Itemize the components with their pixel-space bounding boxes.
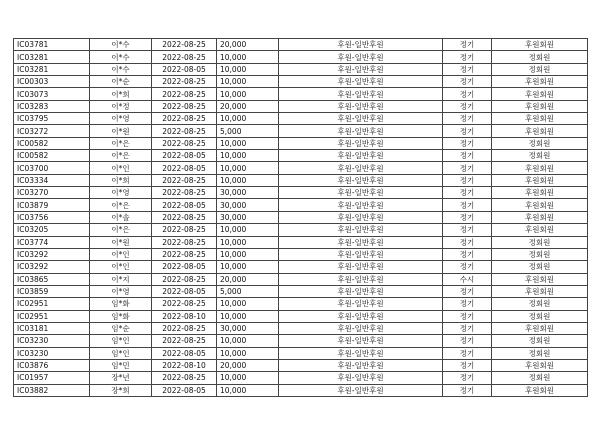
amount-cell: 10,000 [217, 88, 279, 100]
payment-type-cell: 정기 [443, 335, 492, 347]
table-row [14, 285, 588, 297]
donation-date-cell: 2022-08-05 [152, 347, 217, 359]
payment-type-cell: 정기 [443, 113, 492, 125]
donor-id-cell: IC02951 [14, 298, 90, 310]
donor-id-cell: IC03281 [14, 51, 90, 63]
table-row [14, 273, 588, 285]
category-cell: 후원-일반후원 [279, 125, 443, 137]
member-type-cell: 후원회원 [492, 211, 588, 223]
table-row [14, 174, 588, 186]
donation-date-cell: 2022-08-25 [152, 273, 217, 285]
payment-type-cell: 정기 [443, 137, 492, 149]
category-cell: 후원-일반후원 [279, 150, 443, 162]
amount-cell: 10,000 [217, 113, 279, 125]
payment-type-cell: 정기 [443, 285, 492, 297]
donor-id-cell: IC03774 [14, 236, 90, 248]
table-row [14, 76, 588, 88]
table-row [14, 372, 588, 384]
payment-type-cell: 수시 [443, 273, 492, 285]
category-cell: 후원-일반후원 [279, 261, 443, 273]
amount-cell: 10,000 [217, 51, 279, 63]
donor-name-cell: 이*솔 [90, 211, 152, 223]
payment-type-cell: 정기 [443, 162, 492, 174]
member-type-cell: 후원회원 [492, 162, 588, 174]
donor-id-cell: IC03334 [14, 174, 90, 186]
donor-name-cell: 이*영 [90, 113, 152, 125]
amount-cell: 10,000 [217, 372, 279, 384]
donor-name-cell: 임*인 [90, 335, 152, 347]
donor-name-cell: 이*순 [90, 76, 152, 88]
table-row [14, 236, 588, 248]
donor-name-cell: 이*원 [90, 236, 152, 248]
donation-date-cell: 2022-08-25 [152, 224, 217, 236]
donation-date-cell: 2022-08-05 [152, 63, 217, 75]
member-type-cell: 후원회원 [492, 224, 588, 236]
donation-date-cell: 2022-08-10 [152, 359, 217, 371]
member-type-cell: 후원회원 [492, 113, 588, 125]
payment-type-cell: 정기 [443, 384, 492, 396]
amount-cell: 30,000 [217, 187, 279, 199]
donor-id-cell: IC03205 [14, 224, 90, 236]
category-cell: 후원-일반후원 [279, 51, 443, 63]
donor-name-cell: 이*지 [90, 273, 152, 285]
donation-date-cell: 2022-08-25 [152, 236, 217, 248]
donation-date-cell: 2022-08-25 [152, 100, 217, 112]
amount-cell: 20,000 [217, 39, 279, 51]
category-cell: 후원-일반후원 [279, 174, 443, 186]
table-row [14, 137, 588, 149]
donation-date-cell: 2022-08-25 [152, 174, 217, 186]
payment-type-cell: 정기 [443, 88, 492, 100]
donor-name-cell: 임*순 [90, 322, 152, 334]
amount-cell: 30,000 [217, 322, 279, 334]
category-cell: 후원-일반후원 [279, 162, 443, 174]
donor-name-cell: 이*수 [90, 63, 152, 75]
member-type-cell: 정회원 [492, 261, 588, 273]
category-cell: 후원-일반후원 [279, 335, 443, 347]
amount-cell: 10,000 [217, 248, 279, 260]
member-type-cell: 정회원 [492, 310, 588, 322]
donor-name-cell: 이*수 [90, 39, 152, 51]
donation-date-cell: 2022-08-25 [152, 39, 217, 51]
donor-id-cell: IC03781 [14, 39, 90, 51]
table-row [14, 63, 588, 75]
amount-cell: 10,000 [217, 310, 279, 322]
donor-name-cell: 이*은 [90, 199, 152, 211]
amount-cell: 10,000 [217, 76, 279, 88]
donation-date-cell: 2022-08-25 [152, 76, 217, 88]
amount-cell: 10,000 [217, 150, 279, 162]
donor-id-cell: IC03281 [14, 63, 90, 75]
category-cell: 후원-일반후원 [279, 248, 443, 260]
table-row [14, 347, 588, 359]
donation-date-cell: 2022-08-25 [152, 298, 217, 310]
donation-date-cell: 2022-08-05 [152, 384, 217, 396]
donation-date-cell: 2022-08-10 [152, 310, 217, 322]
payment-type-cell: 정기 [443, 322, 492, 334]
donation-date-cell: 2022-08-25 [152, 335, 217, 347]
category-cell: 후원-일반후원 [279, 322, 443, 334]
member-type-cell: 정회원 [492, 236, 588, 248]
donation-date-cell: 2022-08-05 [152, 150, 217, 162]
member-type-cell: 후원회원 [492, 100, 588, 112]
amount-cell: 10,000 [217, 162, 279, 174]
member-type-cell: 정회원 [492, 347, 588, 359]
table-row [14, 335, 588, 347]
payment-type-cell: 정기 [443, 347, 492, 359]
payment-type-cell: 정기 [443, 150, 492, 162]
category-cell: 후원-일반후원 [279, 199, 443, 211]
donor-name-cell: 임*화 [90, 298, 152, 310]
donation-date-cell: 2022-08-25 [152, 88, 217, 100]
donor-id-cell: IC03272 [14, 125, 90, 137]
donor-name-cell: 이*희 [90, 174, 152, 186]
donor-name-cell: 장*년 [90, 372, 152, 384]
table-row [14, 248, 588, 260]
payment-type-cell: 정기 [443, 359, 492, 371]
donor-id-cell: IC00582 [14, 150, 90, 162]
table-row [14, 211, 588, 223]
category-cell: 후원-일반후원 [279, 298, 443, 310]
table-row [14, 384, 588, 396]
payment-type-cell: 정기 [443, 76, 492, 88]
category-cell: 후원-일반후원 [279, 211, 443, 223]
donation-date-cell: 2022-08-25 [152, 137, 217, 149]
category-cell: 후원-일반후원 [279, 100, 443, 112]
amount-cell: 10,000 [217, 224, 279, 236]
donor-id-cell: IC03879 [14, 199, 90, 211]
donation-table [13, 38, 588, 397]
category-cell: 후원-일반후원 [279, 113, 443, 125]
donor-name-cell: 이*인 [90, 162, 152, 174]
donor-name-cell: 이*정 [90, 100, 152, 112]
payment-type-cell: 정기 [443, 261, 492, 273]
donation-date-cell: 2022-08-25 [152, 322, 217, 334]
amount-cell: 20,000 [217, 359, 279, 371]
category-cell: 후원-일반후원 [279, 63, 443, 75]
member-type-cell: 후원회원 [492, 39, 588, 51]
table-row [14, 322, 588, 334]
amount-cell: 20,000 [217, 100, 279, 112]
member-type-cell: 후원회원 [492, 273, 588, 285]
category-cell: 후원-일반후원 [279, 359, 443, 371]
category-cell: 후원-일반후원 [279, 310, 443, 322]
donor-id-cell: IC03859 [14, 285, 90, 297]
donor-name-cell: 이*희 [90, 88, 152, 100]
category-cell: 후원-일반후원 [279, 347, 443, 359]
table-row [14, 261, 588, 273]
donor-id-cell: IC01957 [14, 372, 90, 384]
category-cell: 후원-일반후원 [279, 88, 443, 100]
donation-table-body [14, 39, 588, 397]
table-row [14, 150, 588, 162]
amount-cell: 10,000 [217, 63, 279, 75]
donation-date-cell: 2022-08-25 [152, 372, 217, 384]
table-row [14, 298, 588, 310]
member-type-cell: 정회원 [492, 335, 588, 347]
table-row [14, 113, 588, 125]
member-type-cell: 정회원 [492, 51, 588, 63]
member-type-cell: 정회원 [492, 137, 588, 149]
payment-type-cell: 정기 [443, 63, 492, 75]
donor-id-cell: IC00303 [14, 76, 90, 88]
member-type-cell: 후원회원 [492, 199, 588, 211]
table-row [14, 199, 588, 211]
donor-id-cell: IC03230 [14, 335, 90, 347]
category-cell: 후원-일반후원 [279, 372, 443, 384]
amount-cell: 20,000 [217, 273, 279, 285]
member-type-cell: 정회원 [492, 150, 588, 162]
amount-cell: 10,000 [217, 347, 279, 359]
donor-id-cell: IC03292 [14, 261, 90, 273]
donor-id-cell: IC03270 [14, 187, 90, 199]
donor-name-cell: 이*원 [90, 125, 152, 137]
member-type-cell: 후원회원 [492, 359, 588, 371]
donor-id-cell: IC03700 [14, 162, 90, 174]
payment-type-cell: 정기 [443, 372, 492, 384]
table-row [14, 100, 588, 112]
donor-name-cell: 이*영 [90, 187, 152, 199]
donor-name-cell: 이*수 [90, 51, 152, 63]
amount-cell: 5,000 [217, 125, 279, 137]
table-row [14, 187, 588, 199]
donor-id-cell: IC03073 [14, 88, 90, 100]
amount-cell: 30,000 [217, 211, 279, 223]
donor-id-cell: IC03882 [14, 384, 90, 396]
category-cell: 후원-일반후원 [279, 273, 443, 285]
donor-name-cell: 임*화 [90, 310, 152, 322]
payment-type-cell: 정기 [443, 199, 492, 211]
donor-id-cell: IC03795 [14, 113, 90, 125]
donation-date-cell: 2022-08-05 [152, 199, 217, 211]
member-type-cell: 정회원 [492, 248, 588, 260]
category-cell: 후원-일반후원 [279, 224, 443, 236]
donor-name-cell: 임*민 [90, 359, 152, 371]
member-type-cell: 후원회원 [492, 88, 588, 100]
donation-date-cell: 2022-08-25 [152, 211, 217, 223]
table-row [14, 39, 588, 51]
member-type-cell: 후원회원 [492, 322, 588, 334]
donor-id-cell: IC03865 [14, 273, 90, 285]
member-type-cell: 후원회원 [492, 125, 588, 137]
donor-id-cell: IC03181 [14, 322, 90, 334]
amount-cell: 10,000 [217, 384, 279, 396]
donor-name-cell: 이*은 [90, 137, 152, 149]
donor-id-cell: IC03876 [14, 359, 90, 371]
payment-type-cell: 정기 [443, 236, 492, 248]
member-type-cell: 후원회원 [492, 285, 588, 297]
category-cell: 후원-일반후원 [279, 236, 443, 248]
donor-id-cell: IC03230 [14, 347, 90, 359]
member-type-cell: 정회원 [492, 63, 588, 75]
table-row [14, 162, 588, 174]
table-row [14, 88, 588, 100]
category-cell: 후원-일반후원 [279, 137, 443, 149]
table-row [14, 310, 588, 322]
donation-date-cell: 2022-08-25 [152, 51, 217, 63]
donor-id-cell: IC03292 [14, 248, 90, 260]
donor-id-cell: IC03756 [14, 211, 90, 223]
amount-cell: 10,000 [217, 261, 279, 273]
member-type-cell: 후원회원 [492, 174, 588, 186]
donor-name-cell: 임*인 [90, 347, 152, 359]
amount-cell: 5,000 [217, 285, 279, 297]
member-type-cell: 정회원 [492, 298, 588, 310]
category-cell: 후원-일반후원 [279, 76, 443, 88]
donation-date-cell: 2022-08-05 [152, 162, 217, 174]
donor-id-cell: IC00582 [14, 137, 90, 149]
donor-name-cell: 이*은 [90, 150, 152, 162]
member-type-cell: 후원회원 [492, 76, 588, 88]
donor-name-cell: 장*희 [90, 384, 152, 396]
donor-id-cell: IC02951 [14, 310, 90, 322]
amount-cell: 10,000 [217, 236, 279, 248]
payment-type-cell: 정기 [443, 125, 492, 137]
payment-type-cell: 정기 [443, 100, 492, 112]
donation-date-cell: 2022-08-25 [152, 125, 217, 137]
payment-type-cell: 정기 [443, 224, 492, 236]
table-row [14, 224, 588, 236]
donor-name-cell: 이*인 [90, 248, 152, 260]
amount-cell: 10,000 [217, 298, 279, 310]
member-type-cell: 후원회원 [492, 384, 588, 396]
member-type-cell: 정회원 [492, 372, 588, 384]
donor-id-cell: IC03283 [14, 100, 90, 112]
table-row [14, 359, 588, 371]
payment-type-cell: 정기 [443, 51, 492, 63]
category-cell: 후원-일반후원 [279, 285, 443, 297]
category-cell: 후원-일반후원 [279, 39, 443, 51]
donor-name-cell: 이*인 [90, 261, 152, 273]
amount-cell: 10,000 [217, 174, 279, 186]
category-cell: 후원-일반후원 [279, 384, 443, 396]
member-type-cell: 후원회원 [492, 187, 588, 199]
donation-date-cell: 2022-08-05 [152, 261, 217, 273]
payment-type-cell: 정기 [443, 310, 492, 322]
payment-type-cell: 정기 [443, 39, 492, 51]
amount-cell: 30,000 [217, 199, 279, 211]
donor-name-cell: 이*영 [90, 285, 152, 297]
amount-cell: 10,000 [217, 137, 279, 149]
table-row [14, 125, 588, 137]
donation-date-cell: 2022-08-05 [152, 285, 217, 297]
payment-type-cell: 정기 [443, 248, 492, 260]
category-cell: 후원-일반후원 [279, 187, 443, 199]
donation-date-cell: 2022-08-25 [152, 248, 217, 260]
donation-date-cell: 2022-08-25 [152, 187, 217, 199]
payment-type-cell: 정기 [443, 174, 492, 186]
payment-type-cell: 정기 [443, 187, 492, 199]
table-row [14, 51, 588, 63]
payment-type-cell: 정기 [443, 211, 492, 223]
amount-cell: 10,000 [217, 335, 279, 347]
donation-date-cell: 2022-08-25 [152, 113, 217, 125]
payment-type-cell: 정기 [443, 298, 492, 310]
donor-name-cell: 이*은 [90, 224, 152, 236]
